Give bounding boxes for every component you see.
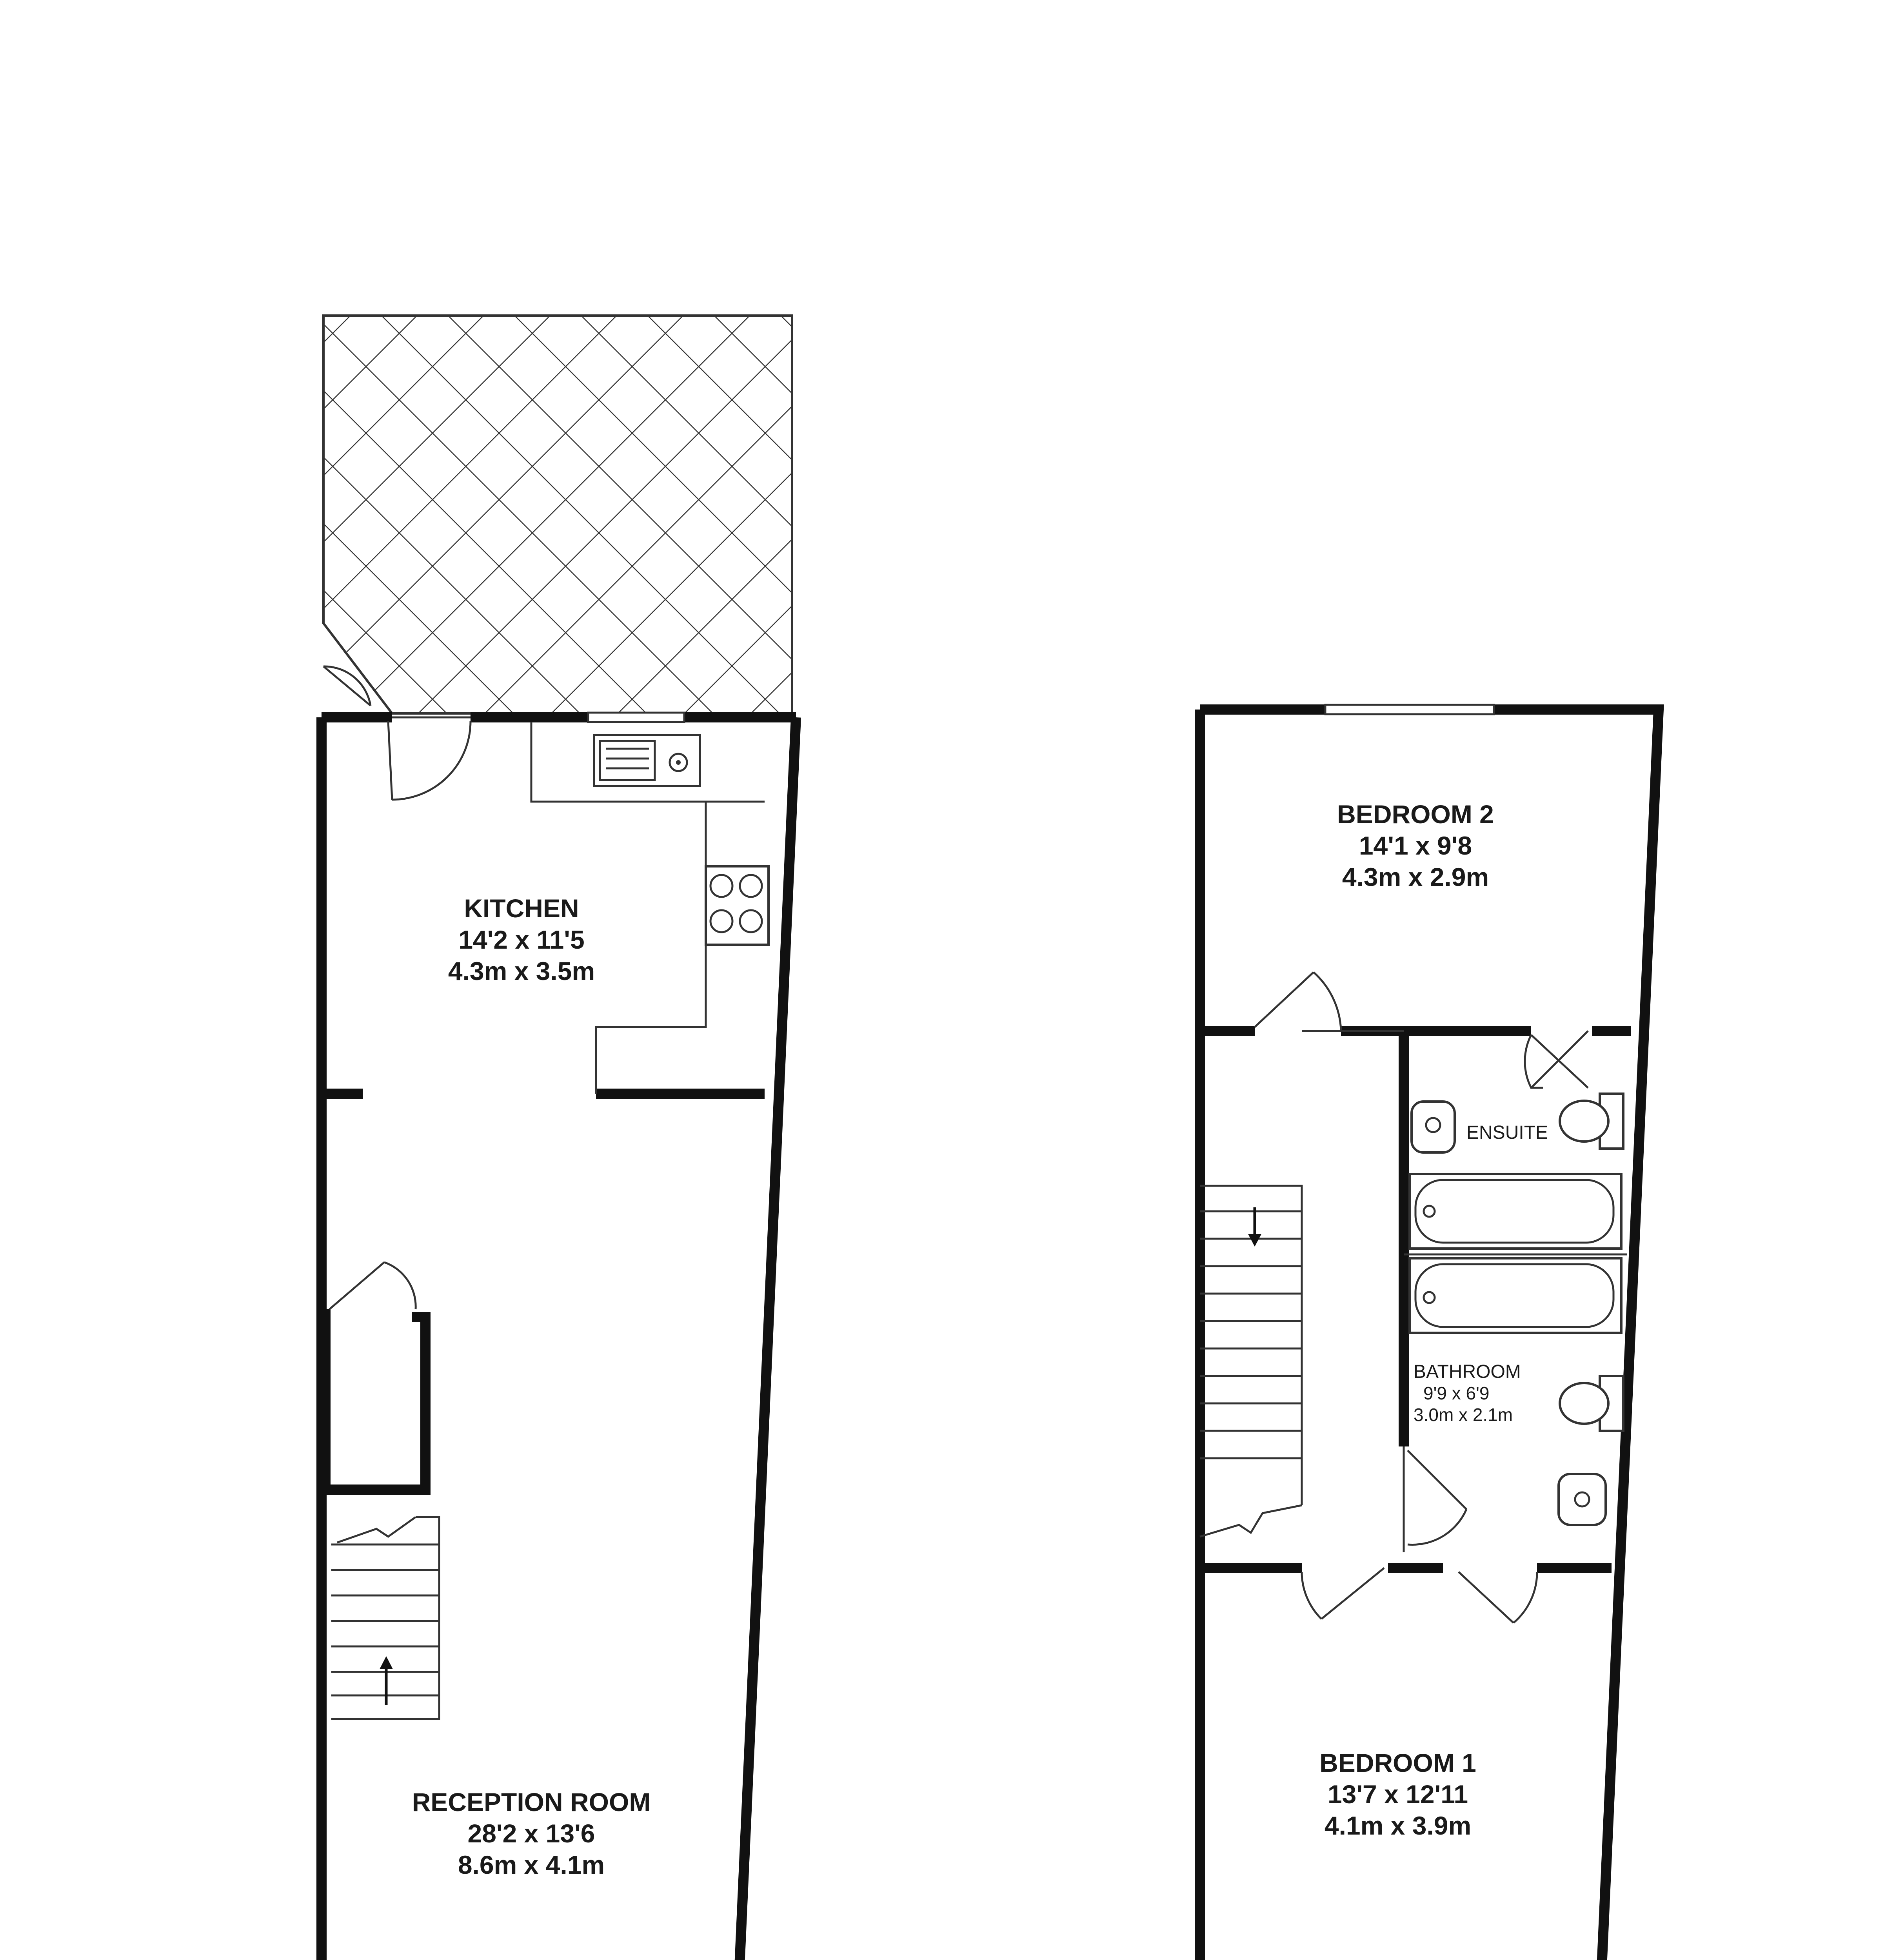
bedroom1-imperial: 13'7 x 12'11	[1327, 1780, 1468, 1809]
bathtub-icon	[1410, 1174, 1621, 1249]
bedroom1-label: BEDROOM 1	[1319, 1748, 1476, 1777]
first-floor-stairs	[1200, 1031, 1404, 1537]
bedroom2-metric: 4.3m x 2.9m	[1342, 862, 1489, 891]
bathroom-door	[1408, 1450, 1466, 1545]
toilet-icon	[1560, 1094, 1623, 1149]
basin-icon	[1412, 1102, 1455, 1152]
kitchen-metric: 4.3m x 3.5m	[448, 956, 595, 985]
bedroom2-door	[1255, 972, 1341, 1031]
patio-area	[323, 316, 792, 713]
bedroom1-door-left	[1302, 1568, 1384, 1619]
bathroom-metric: 3.0m x 2.1m	[1414, 1405, 1513, 1425]
kitchen-door	[388, 717, 471, 800]
bedroom2-label: BEDROOM 2	[1337, 800, 1494, 829]
stair-arrow-up-icon	[380, 1656, 393, 1705]
bathroom-label: BATHROOM	[1414, 1361, 1521, 1382]
kitchen-window	[588, 713, 684, 722]
kitchen-label: KITCHEN	[464, 894, 579, 923]
bedroom1-metric: 4.1m x 3.9m	[1324, 1811, 1472, 1840]
bedroom1-door-right	[1459, 1572, 1537, 1623]
ensuite-door	[1525, 1031, 1588, 1088]
first-floor	[1200, 705, 1659, 1960]
bedroom2-imperial: 14'1 x 9'8	[1359, 831, 1472, 860]
reception-metric: 8.6m x 4.1m	[458, 1850, 605, 1879]
kitchen-imperial: 14'2 x 11'5	[458, 925, 585, 954]
toilet-icon	[1560, 1376, 1623, 1431]
bedroom2-window	[1325, 705, 1494, 714]
bathroom-imperial: 9'9 x 6'9	[1423, 1383, 1490, 1403]
sink-icon	[594, 735, 700, 786]
bathtub-icon	[1410, 1258, 1621, 1333]
reception-label: RECEPTION ROOM	[412, 1788, 651, 1817]
reception-imperial: 28'2 x 13'6	[467, 1819, 595, 1848]
hob-icon	[706, 866, 769, 945]
cupboard-door	[329, 1262, 416, 1309]
basin-icon	[1559, 1474, 1606, 1525]
ensuite-label: ENSUITE	[1466, 1122, 1548, 1143]
ground-floor	[322, 316, 796, 1960]
stair-arrow-down-icon	[1248, 1207, 1261, 1247]
